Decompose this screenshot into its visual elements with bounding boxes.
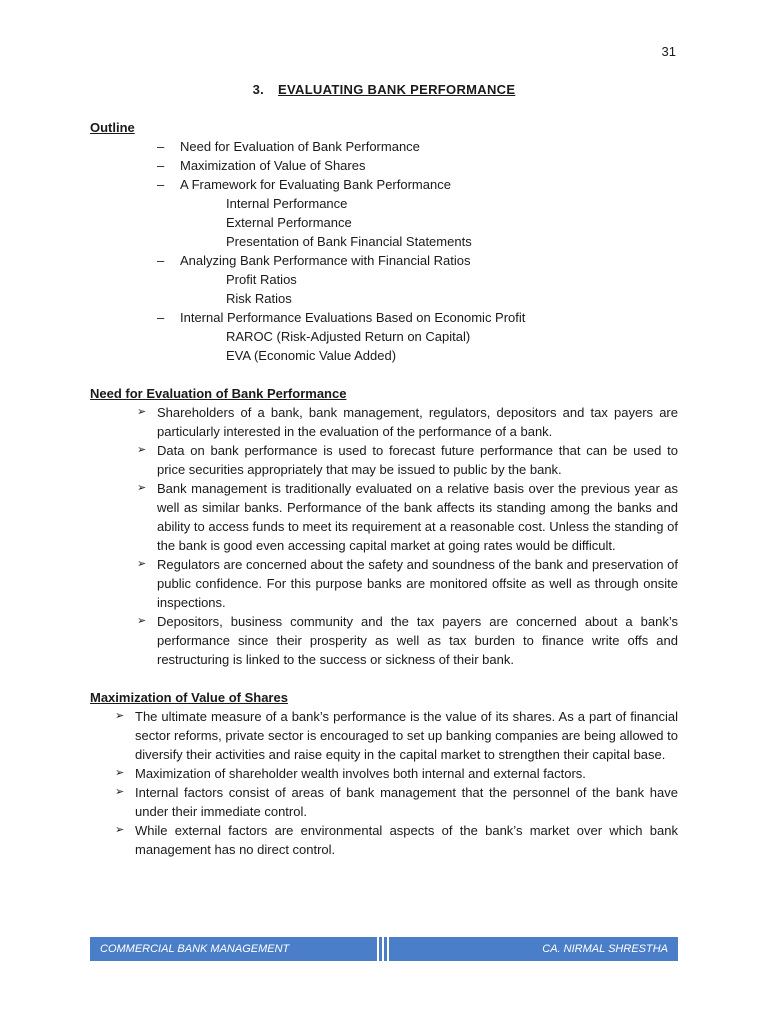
outline-subitem: External Performance — [226, 215, 352, 230]
outline-item — [90, 175, 678, 194]
bullet-item — [90, 403, 678, 441]
spacer — [90, 365, 678, 384]
chapter-title — [0, 82, 768, 97]
dash-bullet: – — [157, 139, 165, 154]
bullet-text: The ultimate measure of a bank’s performance is the value of its shares. As a part of financial sector reforms, private sector is encouraged to set up banking companies are being allowed to diversify their activities and raise equity in the capital market to strengthen their capital base. — [135, 709, 678, 762]
dash-bullet: – — [157, 177, 165, 192]
outline-item-text: Maximization of Value of Shares — [180, 158, 366, 173]
footer-right-text: CA. NIRMAL SHRESTHA — [542, 943, 668, 955]
arrow-bullet-icon: ➢ — [115, 824, 125, 836]
arrow-bullet-icon: ➢ — [137, 406, 147, 418]
dash-bullet: – — [157, 158, 165, 173]
outline-subitem: Profit Ratios — [226, 272, 297, 287]
spacer — [90, 669, 678, 688]
outline-subitem: RAROC (Risk-Adjusted Return on Capital) — [226, 329, 471, 344]
outline-item-text: Need for Evaluation of Bank Performance — [180, 139, 420, 154]
page-number: 31 — [661, 44, 676, 59]
bullet-item — [90, 764, 678, 783]
bullet-text: Regulators are concerned about the safety and soundness of the bank and preservation of public confidence. For this purpose banks are monitored offsite as well as through onsite inspections. — [157, 557, 678, 610]
arrow-bullet-icon: ➢ — [115, 710, 125, 722]
outline-item-text: Analyzing Bank Performance with Financial Ratios — [180, 253, 471, 268]
arrow-bullet-icon: ➢ — [115, 786, 125, 798]
bullet-text: Internal factors consist of areas of bank management that the personnel of the bank have under their immediate control. — [135, 785, 678, 819]
outline-subitem: Internal Performance — [226, 196, 348, 211]
outline-heading: Outline — [90, 120, 135, 135]
footer-left-text: COMMERCIAL BANK MANAGEMENT — [100, 943, 290, 955]
bullet-item — [90, 783, 678, 821]
arrow-bullet-icon: ➢ — [137, 615, 147, 627]
chapter-number: 3. — [252, 82, 265, 97]
outline-subitem: Presentation of Bank Financial Statements — [226, 234, 472, 249]
outline-list — [90, 137, 678, 365]
content — [90, 118, 678, 859]
dash-bullet: – — [157, 310, 165, 325]
max-section-heading: Maximization of Value of Shares — [90, 690, 288, 705]
footer-divider — [377, 937, 389, 961]
bullet-text: Bank management is traditionally evaluated on a relative basis over the previous year as well as similar banks. Performance of the bank affects its standing among the banks and ability to access funds to meet its requirement at a reasonable cost. Unless the standing of the bank is good even accessing capital market at going rates would be difficult. — [157, 481, 678, 553]
outline-item — [90, 137, 678, 156]
bullet-text: Maximization of shareholder wealth involves both internal and external factors. — [135, 766, 586, 781]
dash-bullet: – — [157, 253, 165, 268]
arrow-bullet-icon: ➢ — [115, 767, 125, 779]
bullet-item — [90, 821, 678, 859]
bullet-text: Data on bank performance is used to forecast future performance that can be used to price securities appropriately that may be issued to public by the bank. — [157, 443, 678, 477]
arrow-bullet-icon: ➢ — [137, 444, 147, 456]
outline-item — [90, 251, 678, 270]
bullet-text: Shareholders of a bank, bank management, regulators, depositors and tax payers are particularly interested in the evaluation of the performance of a bank. — [157, 405, 678, 439]
outline-item — [90, 308, 678, 327]
bullet-text: Depositors, business community and the tax payers are concerned about a bank’s performance since their prosperity as well as tax burden to finance write offs and restructuring is linked to the success or sickness of their bank. — [157, 614, 678, 667]
outline-subitem: Risk Ratios — [226, 291, 292, 306]
bullet-item — [90, 479, 678, 555]
bullet-item — [90, 707, 678, 764]
bullet-item — [90, 555, 678, 612]
arrow-bullet-icon: ➢ — [137, 482, 147, 494]
outline-subitem: EVA (Economic Value Added) — [226, 348, 397, 363]
outline-item-text: Internal Performance Evaluations Based on Economic Profit — [180, 310, 526, 325]
chapter-title-text: EVALUATING BANK PERFORMANCE — [278, 82, 516, 97]
arrow-bullet-icon: ➢ — [137, 558, 147, 570]
need-bullet-list — [90, 403, 678, 669]
need-section-heading: Need for Evaluation of Bank Performance — [90, 386, 347, 401]
bullet-text: While external factors are environmental aspects of the bank’s market over which bank management has no direct control. — [135, 823, 678, 857]
outline-item — [90, 156, 678, 175]
bullet-item — [90, 612, 678, 669]
outline-item-text: A Framework for Evaluating Bank Performance — [180, 177, 451, 192]
bullet-item — [90, 441, 678, 479]
page-footer — [90, 937, 678, 961]
max-bullet-list — [90, 707, 678, 859]
